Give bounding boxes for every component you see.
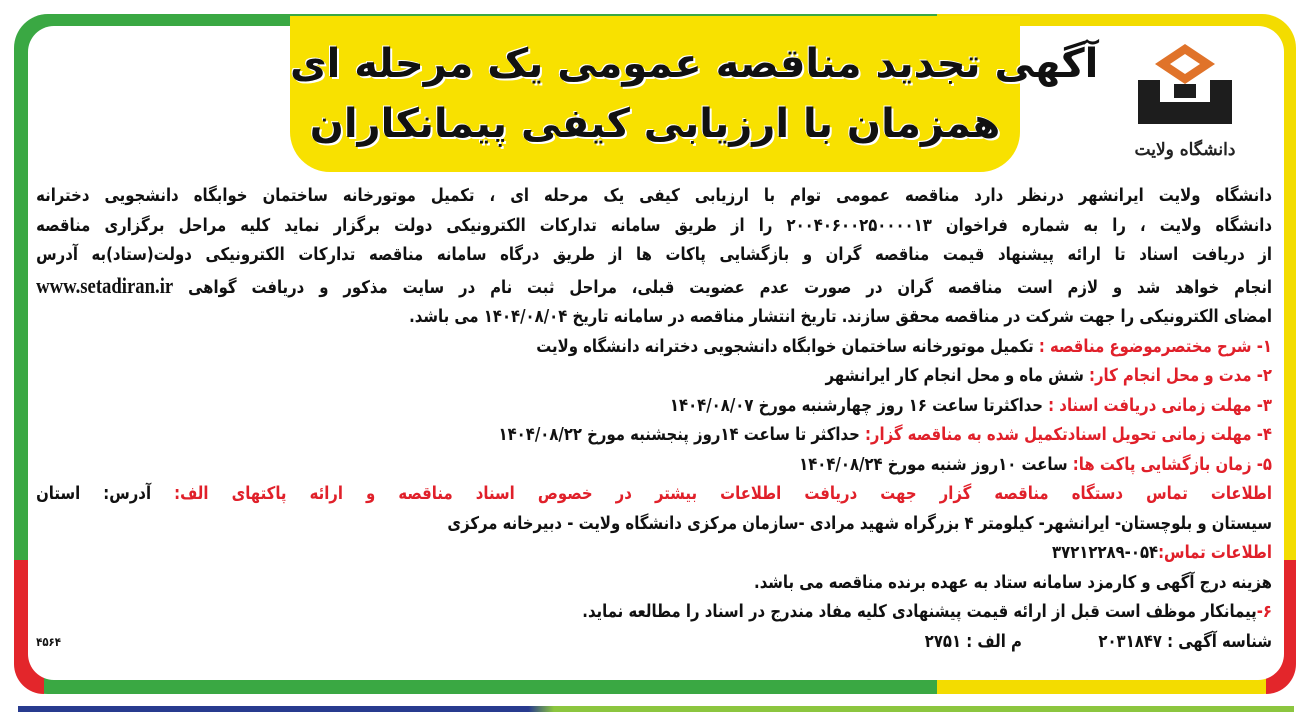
item-label: ۴- مهلت زمانی تحویل اسنادتکمیل شده به مناقصه گزار: (864, 425, 1272, 445)
intro-line (36, 271, 1272, 304)
item-number: ۶- (1256, 602, 1272, 622)
item-2 (36, 362, 1272, 392)
item-value: حداکثر تا ساعت ۱۴روز پنجشنبه مورخ ۱۴۰۴/۰۸/۲۲ (498, 425, 865, 445)
logo-emblem-icon (1130, 40, 1240, 140)
address-start: آدرس: استان (36, 484, 175, 504)
item-value: حداکثرتا ساعت ۱۶ روز چهارشنبه مورخ ۱۴۰۴/۰۸/۰۷ (669, 395, 1049, 416)
title-line-2: همزمان با ارزیابی کیفی پیمانکاران (309, 101, 1001, 147)
phone-number: ۰۵۴-۳۷۲۱۲۲۸۹ (1052, 543, 1159, 563)
m-alef: م الف : ۲۷۵۱ (924, 631, 1022, 652)
item-label: ۱- شرح مختصرموضوع مناقصه : (1038, 336, 1272, 357)
phone-label: اطلاعات تماس: (1158, 543, 1272, 563)
item-value: تکمیل موتورخانه ساختمان خوابگاه دانشجویی دخترانه دانشگاه ولایت (536, 336, 1039, 357)
intro-line: دانشگاه ولایت ، را به شماره فراخوان ۲۰۰۴۰۶۰۰۲۵۰۰۰۰۱۳ را از طریق سامانه تدارکات الکترونیکی دولت برگزار نماید کلیه مراحل برگزاری مناقصه (36, 215, 1272, 236)
item-3 (36, 392, 1272, 422)
setadiran-link[interactable]: www.setadiran.ir (36, 272, 174, 298)
title-line-1: آگهی تجدید مناقصه عمومی یک مرحله ای (290, 41, 1099, 87)
item-label: ۵- زمان بازگشایی پاکت ها: (1072, 454, 1272, 475)
item-value: پیمانکار موظف است قبل از ارائه قیمت پیشنهادی کلیه مفاد مندرج در اسناد را مطالعه نماید. (582, 602, 1257, 622)
intro-line: دانشگاه ولایت ایرانشهر درنظر دارد مناقصه عمومی توام با ارزیابی کیفی یک مرحله ای ، تکمیل موتورخانه ساختمان خوابگاه دانشجویی دخترانه (36, 186, 1272, 206)
ad-id: شناسه آگهی : ۲۰۳۱۸۴۷ (1098, 631, 1272, 652)
item-label: ۲- مدت و محل انجام کار: (1088, 366, 1272, 386)
contact-heading-line (36, 480, 1272, 510)
address-line: سیستان و بلوچستان- ایرانشهر- کیلومتر ۴ بزرگراه شهید مرادی -سازمان مرکزی دانشگاه ولایت - دبیرخانه مرکزی (447, 513, 1272, 534)
announcement-body (36, 182, 1272, 657)
item-6 (36, 598, 1272, 628)
university-logo (1120, 40, 1250, 175)
item-label: ۳- مهلت زمانی دریافت اسناد : (1048, 395, 1272, 416)
logo-text: دانشگاه ولایت (1134, 140, 1236, 160)
intro-line: امضای الکترونیکی را جهت شرکت در مناقصه محقق سازند. تاریخ انتشار مناقصه در سامانه تاریخ ۱۴۰۴/۰۸/۰۴ می باشد. (409, 307, 1272, 327)
item-5 (36, 451, 1272, 481)
fee-note: هزینه درج آگهی و کارمزد سامانه ستاد به عهده برنده مناقصه می باشد. (754, 572, 1272, 593)
print-code: ۴۵۶۴ (36, 634, 62, 649)
bottom-color-bar (18, 706, 1294, 712)
footer-line (36, 628, 1272, 658)
title-banner (290, 16, 1099, 172)
item-4 (36, 421, 1272, 451)
intro-line: از دریافت اسناد تا ارائه پیشنهاد قیمت مناقصه گران و بازگشایی پاکات ها از طریق درگاه سامانه مناقصه تدارکات الکترونیکی دولت(ستاد)به آدرس (36, 245, 1272, 265)
item-value: ساعت ۱۰روز شنبه مورخ ۱۴۰۴/۰۸/۲۴ (799, 454, 1073, 475)
item-1 (36, 333, 1272, 363)
item-value: شش ماه و محل انجام کار ایرانشهر (825, 366, 1089, 386)
phone-line (36, 539, 1272, 569)
intro-line-text: انجام خواهد شد و لازم است مناقصه گران در صورت عدم عضویت قبلی، مراحل ثبت نام در سایت مذکور و دریافت گواهی (188, 277, 1273, 298)
contact-heading: اطلاعات تماس دستگاه مناقصه گزار جهت دریافت اطلاعات بیشتر در خصوص اسناد مناقصه و ارائه پاکتهای الف: (174, 484, 1273, 504)
